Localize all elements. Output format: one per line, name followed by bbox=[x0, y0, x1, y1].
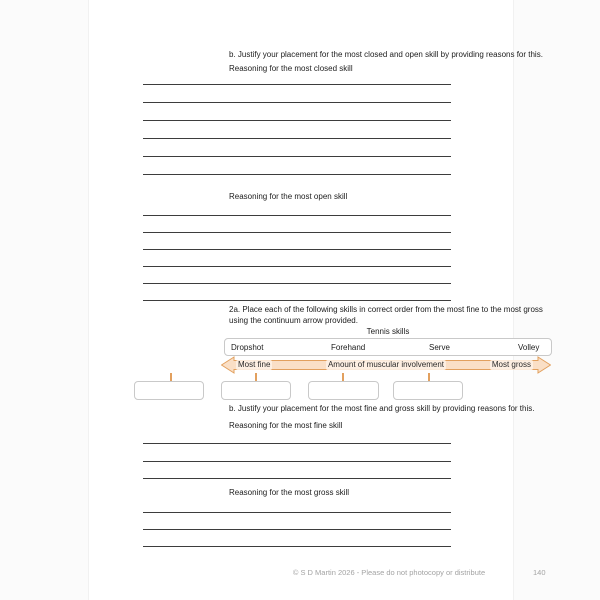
answer-box bbox=[393, 381, 463, 400]
most-gross-label: Most gross bbox=[491, 360, 531, 369]
tennis-skills-title: Tennis skills bbox=[366, 327, 410, 336]
writing-line bbox=[143, 283, 451, 284]
continuum-arrow bbox=[221, 356, 551, 374]
writing-line bbox=[143, 156, 451, 157]
skill-dropshot: Dropshot bbox=[231, 343, 264, 352]
open-reasoning-label: Reasoning for the most open skill bbox=[229, 192, 348, 201]
question-2b: b. Justify your placement for the most fine and gross skill by providing reasons for this. bbox=[229, 404, 535, 413]
gross-reasoning-label: Reasoning for the most gross skill bbox=[229, 488, 350, 497]
answer-box bbox=[308, 381, 379, 400]
writing-line bbox=[143, 102, 451, 103]
writing-line bbox=[143, 249, 451, 250]
writing-line bbox=[143, 138, 451, 139]
fine-reasoning-label: Reasoning for the most fine skill bbox=[229, 421, 343, 430]
writing-line bbox=[143, 529, 451, 530]
writing-line bbox=[143, 546, 451, 547]
writing-line bbox=[143, 266, 451, 267]
skills-table bbox=[224, 338, 552, 356]
skill-forehand: Forehand bbox=[331, 343, 366, 352]
answer-box bbox=[134, 381, 204, 400]
writing-line bbox=[143, 84, 451, 85]
question-1b: b. Justify your placement for the most closed and open skill by providing reasons for this. bbox=[229, 50, 543, 59]
writing-line bbox=[143, 120, 451, 121]
writing-line bbox=[143, 232, 451, 233]
writing-line bbox=[143, 215, 451, 216]
closed-reasoning-label: Reasoning for the most closed skill bbox=[229, 64, 353, 73]
most-fine-label: Most fine bbox=[238, 360, 271, 369]
answer-box bbox=[221, 381, 291, 400]
writing-line bbox=[143, 174, 451, 175]
footer-page-number: 140 bbox=[533, 568, 546, 577]
writing-line bbox=[143, 443, 451, 444]
writing-line bbox=[143, 461, 451, 462]
worksheet-page bbox=[88, 0, 546, 600]
writing-line bbox=[143, 478, 451, 479]
skill-serve: Serve bbox=[429, 343, 450, 352]
writing-line bbox=[143, 300, 451, 301]
writing-line bbox=[143, 512, 451, 513]
question-2a: 2a. Place each of the following skills in correct order from the most fine to the most gross using the continuum arrow provided. bbox=[229, 305, 543, 325]
skill-volley: Volley bbox=[518, 343, 540, 352]
muscular-involvement-label: Amount of muscular involvement bbox=[327, 360, 445, 369]
footer-copyright: © S D Martin 2026 - Please do not photocopy or distribute bbox=[292, 568, 486, 577]
